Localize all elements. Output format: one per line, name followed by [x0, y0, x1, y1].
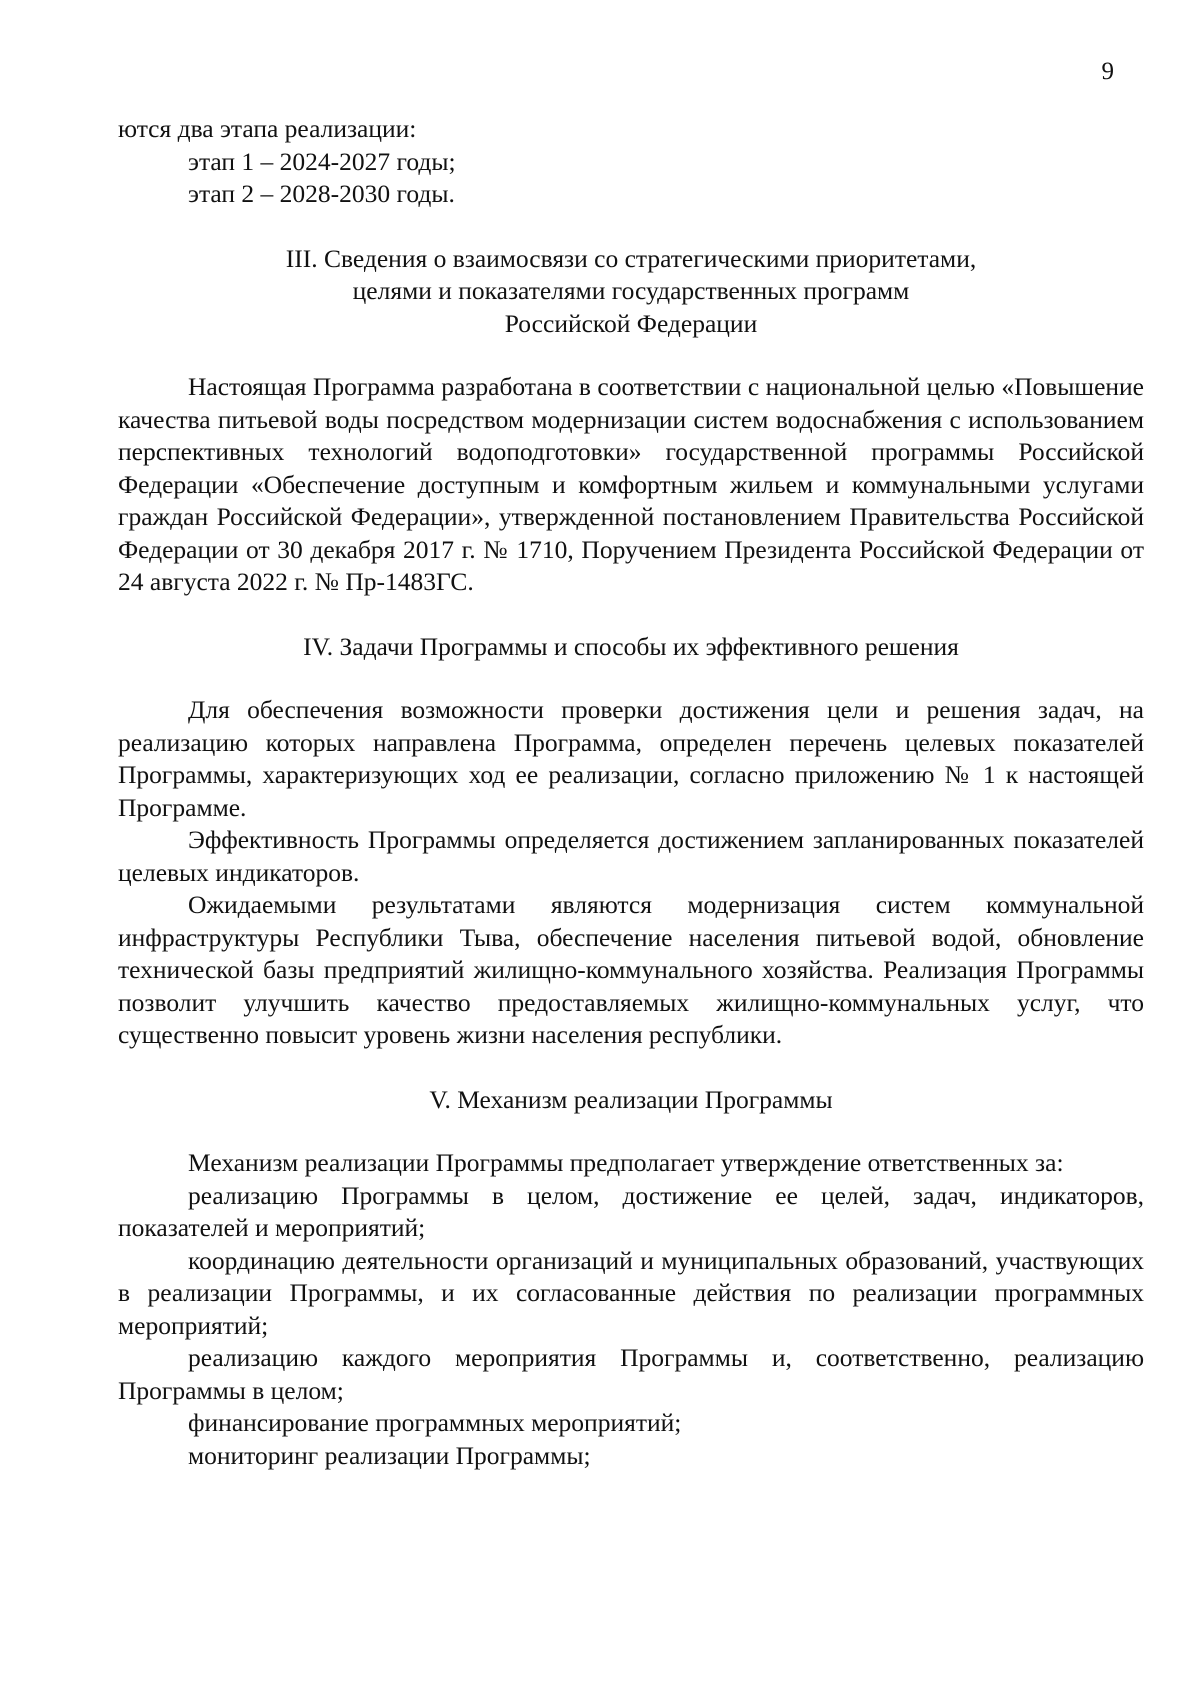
section-3-heading-line-2: целями и показателями государственных программ — [352, 276, 910, 305]
section-5-paragraph-2: реализацию Программы в целом, достижение ее целей, задач, индикаторов, показателей и мероприятий; — [118, 1180, 1144, 1242]
stage-2: этап 2 – 2028-2030 годы. — [188, 179, 455, 208]
section-4-heading: IV. Задачи Программы и способы их эффективного решения — [303, 631, 959, 661]
section-5-paragraph-6: мониторинг реализации Программы; — [188, 1440, 591, 1470]
page-number: 9 — [1101, 58, 1114, 85]
section-3-heading-line-3: Российской Федерации — [504, 308, 758, 338]
section-4-paragraph-1: Для обеспечения возможности проверки достижения цели и решения задач, на реализацию которых направлена Программа, определен перечень целевых показателей Программы, характеризующих ход ее реализации, согласно приложению № 1 к настоящей Программе. — [118, 695, 1144, 822]
section-5-paragraph-3: координацию деятельности организаций и муниципальных образований, участвующих в реализации Программы, и их согласованные действия по реализации программных мероприятий; — [118, 1245, 1144, 1340]
section-5-paragraph-1: Механизм реализации Программы предполагает утверждение ответственных за: — [188, 1148, 1064, 1177]
section-5-paragraph-5: финансирование программных мероприятий; — [188, 1408, 682, 1437]
section-4-paragraph-3: Ожидаемыми результатами являются модернизация систем коммунальной инфраструктуры Республики Тыва, обеспечение населения питьевой водой, обновление технической базы предприятий жилищно-коммунального хозяйства. Реализация Программы позволит улучшить качество предоставляемых жилищно-коммунальных услуг, что существенно повысит уровень жизни населения республики. — [118, 890, 1144, 1049]
intro-line: ются два этапа реализации: — [118, 114, 417, 143]
section-3-paragraph: Настоящая Программа разработана в соответствии с национальной целью «Повышение качества питьевой воды посредством модернизации систем водоснабжения с использованием перспективных технологий водоподготовки» государственной программы Российской Федерации «Обеспечение доступным и комфортным жильем и коммунальными услугами граждан Российской Федерации», утвержденной постановлением Правительства Российской Федерации от 30 декабря 2017 г. № 1710, Поручением Президента Российской Федерации от 24 августа 2022 г. № Пр-1483ГС. — [118, 372, 1144, 596]
stage-1: этап 1 – 2024-2027 годы; — [188, 146, 456, 176]
section-3-heading — [118, 243, 1144, 341]
section-5-heading: V. Механизм реализации Программы — [429, 1084, 833, 1114]
section-5-paragraph-4: реализацию каждого мероприятия Программы и, соответственно, реализацию Программы в целом; — [118, 1343, 1144, 1405]
section-4-paragraph-2: Эффективность Программы определяется достижением запланированных показателей целевых индикаторов. — [118, 825, 1144, 887]
document-body — [118, 113, 1144, 1472]
section-3-heading-line-1: III. Сведения о взаимосвязи со стратегическими приоритетами, — [285, 243, 977, 273]
